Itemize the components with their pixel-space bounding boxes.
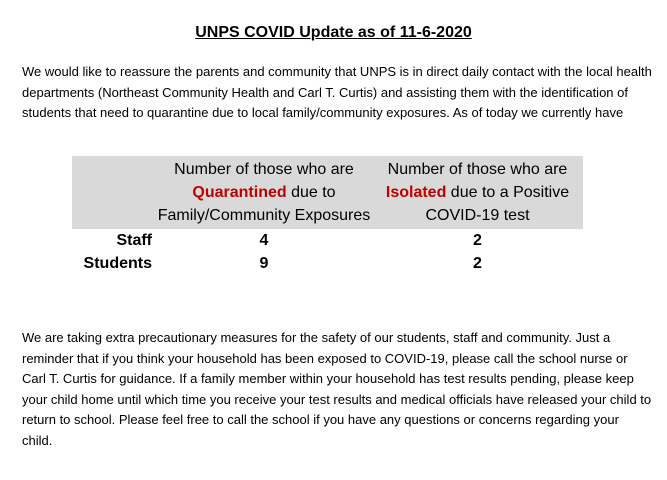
header-isolated-suffix: due to a Positive COVID-19 test	[425, 184, 570, 224]
table-row-staff	[72, 229, 583, 252]
staff-isolated-count: 2	[473, 232, 482, 249]
intro-paragraph: We would like to reassure the parents and community that UNPS is in direct daily contact with the local health departments (Northeast Community Health and Carl T. Curtis) and assisting them with the identification of students that need to quarantine due to local family/community exposures. As of today we currently have	[22, 64, 652, 120]
page-title: UNPS COVID Update as of 11-6-2020	[195, 24, 472, 41]
header-quarantined	[156, 156, 372, 229]
row-label-students: Students	[83, 255, 152, 272]
staff-quarantined-count: 4	[259, 232, 269, 249]
closing-paragraph: We are taking extra precautionary measures for the safety of our students, staff and community. Just a reminder that if you think your household has been exposed to COVID-19, please call the school nurse or Carl T. Curtis for guidance. If a family member within your household has test results pending, please keep your child home until which time you receive your test results and medical officials have released your child to return to school. Please feel free to call the school if you have any questions or concerns regarding your child.	[22, 330, 652, 448]
header-quarantined-suffix: due to Family/Community Exposures	[157, 184, 371, 224]
students-quarantined-count: 9	[259, 255, 269, 272]
table-header-row	[72, 156, 583, 229]
quarantined-highlight: Quarantined	[192, 184, 287, 201]
isolated-highlight: Isolated	[385, 184, 447, 201]
header-quarantined-prefix: Number of those who are	[174, 161, 354, 178]
covid-status-table	[72, 156, 583, 275]
header-blank-cell	[72, 156, 156, 229]
students-isolated-count: 2	[473, 255, 482, 272]
row-label-staff: Staff	[116, 232, 152, 249]
header-isolated	[372, 156, 583, 229]
header-isolated-prefix: Number of those who are	[387, 161, 568, 178]
table-row-students	[72, 252, 583, 275]
